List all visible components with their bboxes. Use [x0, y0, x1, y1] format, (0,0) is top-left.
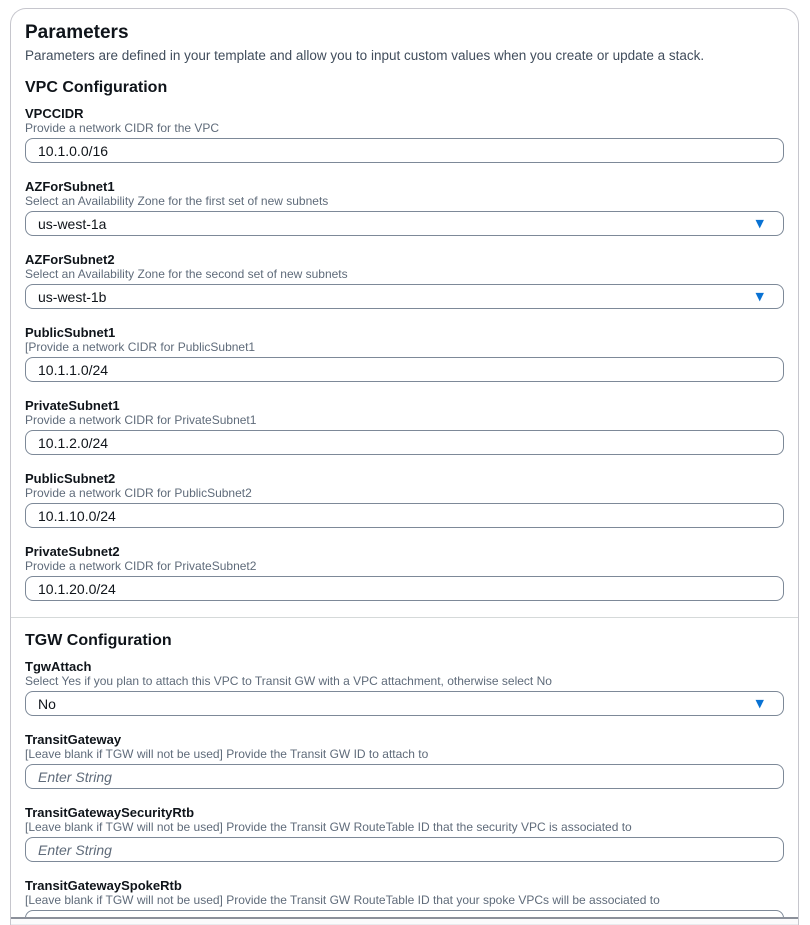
field-vpccidr: [25, 106, 784, 163]
caret-down-icon: ▼: [755, 290, 764, 303]
parameters-card: [10, 8, 799, 925]
vpccidr-input[interactable]: [25, 138, 784, 163]
field-azforsubnet2: [25, 252, 784, 309]
field-description: Provide a network CIDR for PrivateSubnet1: [25, 413, 257, 427]
field-description: Provide a network CIDR for PublicSubnet2: [25, 486, 252, 500]
field-tgwattach: [25, 659, 784, 716]
select-value: No: [38, 695, 56, 712]
field-description: Select an Availability Zone for the second set of new subnets: [25, 267, 348, 281]
field-description: Select an Availability Zone for the first set of new subnets: [25, 194, 329, 208]
page-title: Parameters: [25, 22, 129, 43]
field-description: [Leave blank if TGW will not be used] Provide the Transit GW ID to attach to: [25, 747, 429, 761]
section-title: VPC Configuration: [25, 79, 168, 96]
tgwattach-select[interactable]: [25, 691, 784, 716]
field-description: [Leave blank if TGW will not be used] Provide the Transit GW RouteTable ID that the security VPC is associated to: [25, 820, 632, 834]
field-publicsubnet2: [25, 471, 784, 528]
field-description: Select Yes if you plan to attach this VPC to Transit GW with a VPC attachment, otherwise select No: [25, 674, 552, 688]
section-divider: [11, 617, 798, 618]
field-label: PrivateSubnet1: [25, 398, 120, 413]
page-description: Parameters are defined in your template and allow you to input custom values when you create or update a stack.: [25, 48, 705, 63]
field-label: AZForSubnet1: [25, 179, 115, 194]
parameters-sections: [25, 78, 784, 925]
field-label: VPCCIDR: [25, 106, 84, 121]
field-transitgateway: [25, 732, 784, 789]
field-description: [Leave blank if TGW will not be used] Provide the Transit GW RouteTable ID that your spoke VPCs will be associated to: [25, 893, 660, 907]
caret-down-icon: ▼: [755, 697, 764, 710]
privatesubnet1-input[interactable]: [25, 430, 784, 455]
transitgateway-input[interactable]: [25, 764, 784, 789]
azforsubnet1-select[interactable]: [25, 211, 784, 236]
privatesubnet2-input[interactable]: [25, 576, 784, 601]
field-azforsubnet1: [25, 179, 784, 236]
field-label: PublicSubnet2: [25, 471, 116, 486]
section-tgw-configuration: [25, 631, 784, 925]
next-section-cut-edge: [11, 917, 798, 925]
field-description: Provide a network CIDR for the VPC: [25, 121, 220, 135]
field-label: TransitGateway: [25, 732, 122, 747]
publicsubnet1-input[interactable]: [25, 357, 784, 382]
caret-down-icon: ▼: [755, 217, 764, 230]
transitgatewaysecurityrtb-input[interactable]: [25, 837, 784, 862]
select-value: us-west-1b: [38, 288, 107, 305]
field-label: TransitGatewaySpokeRtb: [25, 878, 182, 893]
field-description: Provide a network CIDR for PrivateSubnet2: [25, 559, 257, 573]
field-label: TgwAttach: [25, 659, 92, 674]
field-description: [Provide a network CIDR for PublicSubnet1: [25, 340, 256, 354]
section-vpc-configuration: [25, 78, 784, 601]
field-label: PublicSubnet1: [25, 325, 116, 340]
field-privatesubnet1: [25, 398, 784, 455]
select-value: us-west-1a: [38, 215, 107, 232]
azforsubnet2-select[interactable]: [25, 284, 784, 309]
field-transitgatewaysecurityrtb: [25, 805, 784, 862]
field-label: AZForSubnet2: [25, 252, 115, 267]
section-title: TGW Configuration: [25, 632, 172, 649]
field-label: PrivateSubnet2: [25, 544, 120, 559]
field-label: TransitGatewaySecurityRtb: [25, 805, 195, 820]
field-publicsubnet1: [25, 325, 784, 382]
field-privatesubnet2: [25, 544, 784, 601]
publicsubnet2-input[interactable]: [25, 503, 784, 528]
